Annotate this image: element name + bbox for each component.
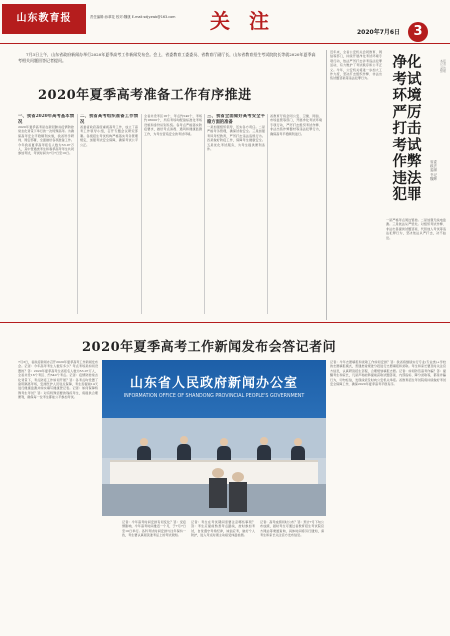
speaker-head	[260, 437, 268, 445]
masthead	[0, 0, 450, 40]
speaker-head	[180, 436, 188, 444]
column-subhead: 一、我省2020年高考基本情况	[18, 114, 74, 125]
cameraman-head	[232, 472, 244, 482]
column-subhead: 三、我省全面做好高考安全平稳方面的准备	[207, 114, 265, 125]
header-rule	[0, 43, 450, 44]
article2-column-5: 记者：今年志愿填报和录取工作如何安排？答：我省将继续实行专业(专业类)+学校的志愿填报模式，普通类常规批分段进行志愿填报和录取。考生和家长要及时关注官方信息，认真研读招生章程，合理规划填报志愿。记者：如何防范高考诈骗？答：提醒考生和家长，凡是声称能够提前获取试题答案、内部指标、降分录取等，都是诈骗行为，切勿轻信，发现线索及时向公安机关举报。省教育招生考试院将持续做好考试安全保障工作，确保2020年夏季高考平稳有序。	[330, 360, 446, 387]
column-text: 一是加强组织领导，压实各方责任。二是严格考务管理，确保试卷安全。三是加强考风考纪教育，严厉打击违法违规行为。四是做好防疫工作，保障考生健康安全。五是优化考试服务，为考生提供便利条件。	[207, 125, 265, 152]
header-meta: 责任编辑:孙翠花 校对:魏康 E-mail:sdjyxwb@163.com	[90, 15, 176, 19]
speaker-head	[220, 438, 228, 446]
speaker-head	[140, 438, 148, 446]
article1-headline: 2020年夏季高考准备工作有序推进	[38, 88, 252, 103]
article2-headline: 2020年夏季高考工作新闻发布会答记者问	[82, 340, 337, 355]
speaker-head	[294, 438, 302, 446]
commentary-column: 近年来，全省公安机关会同教育、网信等部门，持续开展净化考试环境专项行动，依法严厉打击涉考违法犯罪活动，有力维护了考试秩序和公平正义。今年，公安机关将进一步加大工作力度，坚决打击组织作弊、非法出售试题答案等违法犯罪行为。	[330, 50, 382, 81]
banner-chinese-text: 山东省人民政府新闻办公室	[129, 376, 298, 391]
column-text: 2020年夏季高考是在新冠肺炎疫情防控常态化背景下举行的一次特殊高考。为确保高考安全平稳顺利实施，我省科学研判、周密部署，全面做好各项准备工作。今年我省夏季高考报名人数为53.07万人，其中普通类考生和春季高考考生共同参加考试，考试时间为7月7日至10日。	[18, 125, 74, 156]
section-divider	[0, 322, 450, 323]
column-divider	[77, 114, 78, 314]
cameraman-head	[212, 468, 224, 478]
article2-column-1: 7月3日，省政府新闻办召开2020年夏季高考工作新闻发布会。记者：今年高考考生人数有多少？考点考场是如何设置的？答：2020年夏季高考全省报名人数为53.07万人，全省共设16个考区、约540个考点。记者：疫情防控常态化背景下，考点防疫工作如何开展？答：各考点均设置了备用隔离考场，安排医护人员驻点保障，考生需提前14天进行健康监测并如实填写健康登记表。记者：如何保障特殊考生考试？答：对有特殊需要的残疾考生，将提供合理便利，确保每一位考生都能公平参加考试。	[18, 360, 98, 400]
page-number-badge: 3	[408, 22, 428, 42]
commentary-title: 净化考试环境 严厉打击考试作弊违法犯罪	[392, 54, 422, 203]
column-divider	[141, 114, 142, 314]
article1-column-4	[207, 114, 265, 314]
column-divider	[267, 114, 268, 314]
article1-column-5	[270, 114, 322, 314]
article1-column-3	[144, 114, 202, 314]
issue-date: 2020年7月6日	[357, 29, 401, 36]
intro-paragraph: 7月3日上午，山东省政府新闻办举行2020年夏季高考工作新闻发布会。会上，省委教育工委委员、省教育厅副厅长，山东省教育招生考试院院长等就2020年夏季高考相关问题回答记者提问。	[18, 52, 316, 64]
newspaper-logo: 山东教育报	[16, 13, 72, 24]
commentary-byline: 省委政法委副书记 魏辉	[430, 160, 437, 181]
cameraman-figure	[209, 478, 227, 508]
column-divider	[204, 114, 205, 314]
article2-column-2: 记者：今年高考时间安排有何变化？答：受疫情影响，今年高考时间推迟一个月，于7月7日至10日举行。各科考试时间安排与往年保持一致，考生要认真阅读准考证上的考试须知。	[122, 520, 186, 538]
photo-banner	[102, 360, 326, 418]
article2-column-4: 记者：高考成绩何时公布？答：预计7月下旬公布成绩，届时考生可通过省教育招生考试院官方网站等渠道查询，具体时间将另行通知，请考生和家长关注官方发布信息。	[260, 520, 324, 538]
commentary-body: 一是严格考点周边管控。二是加强无线电监测。三是依法从严惩处。对组织考试作弊、非法出售提供试题答案、代替他人考试等违法犯罪行为，坚决依法从严打击，决不姑息。	[386, 218, 446, 240]
column-text: 省委省政府高度重视高考工作，成立了高考工作领导小组，召开专题会议研究部署。各级招生考试机构严格落实考务管理规定，加强考试安全保障，确保考试公平公正。	[80, 125, 138, 147]
article1-column-1	[18, 114, 74, 314]
commentary-divider	[326, 50, 327, 320]
column-subhead: 二、我省高考组织准备工作情况	[80, 114, 138, 125]
article1-column-2	[80, 114, 138, 314]
article2-column-3: 记者：考生在考试期间需要注意哪些事项？答：考生应提前熟悉考点路线，按时参加考试，自觉遵守考场纪律，诚信应考，做好个人防护，进入考点时须主动接受体温检测。	[191, 520, 255, 538]
column-text: 全省共设考区16个，考点约540个，考场约18000个，所有考场均配备标准化考场设施和身份识别系统。各考点严格落实防疫要求，做好考点消毒、通风和健康监测工作，为考生营造安全的考试环境。	[144, 114, 202, 136]
press-conference-photo	[102, 360, 326, 516]
section-title: 关 注	[210, 9, 275, 33]
banner-english-text: INFORMATION OFFICE OF SHANDONG PROVINCIAL PEOPLE'S GOVERNMENT	[123, 394, 305, 399]
commentary-signature: 本报记者 采访整理	[440, 59, 447, 74]
cameraman-figure	[229, 482, 247, 512]
column-text: 省教育厅将会同公安、卫健、网信、市场监管等部门，开展净化考试环境专项行动，严厉打击组织考试作弊、非法出售作弊器材等违法犯罪行为，确保高考平稳顺利进行。	[270, 114, 322, 136]
